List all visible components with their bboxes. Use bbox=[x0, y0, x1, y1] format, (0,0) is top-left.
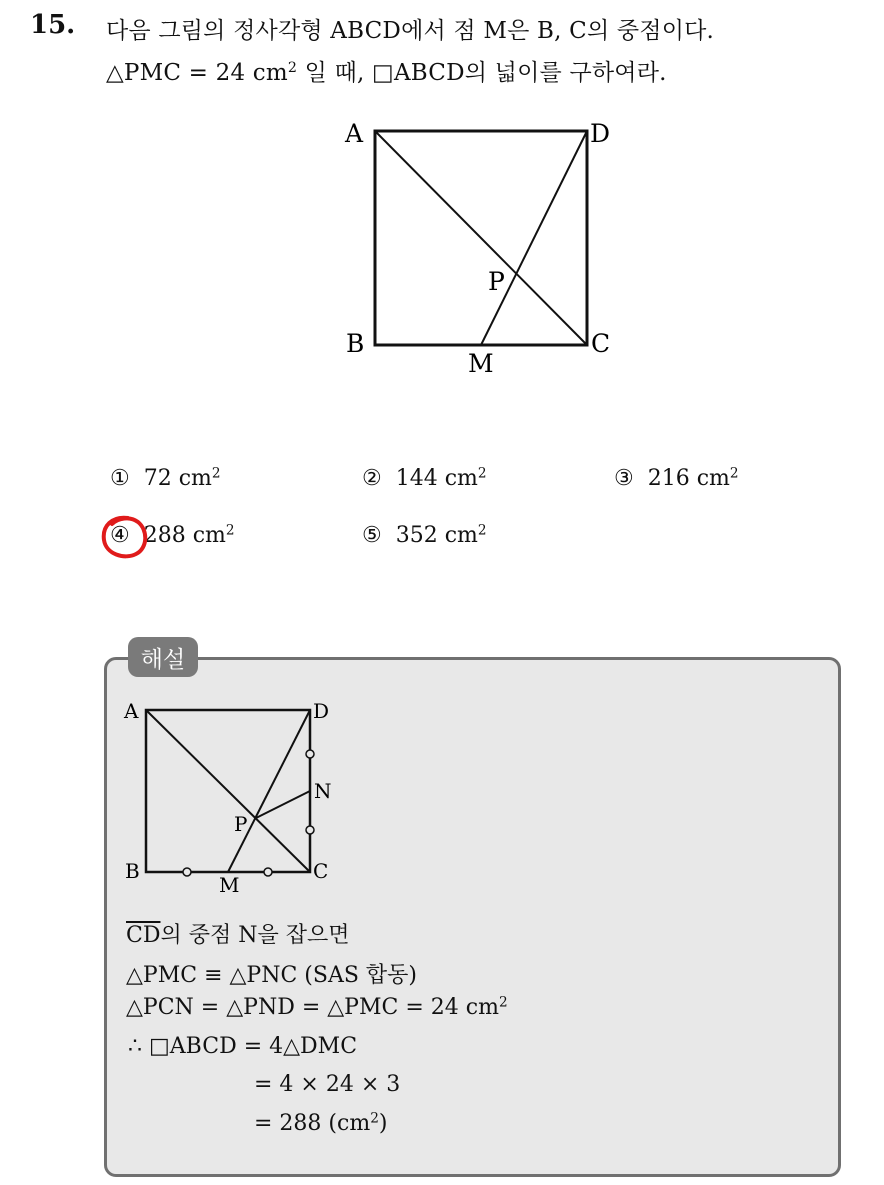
exponent: 2 bbox=[477, 465, 487, 482]
label-a: A bbox=[124, 699, 139, 723]
solution-text: ) bbox=[378, 1111, 388, 1136]
question-text-part: △PMC = 24 cm bbox=[106, 60, 288, 86]
choice-mark: ② bbox=[362, 466, 382, 491]
label-c: C bbox=[591, 329, 611, 358]
question-text-line1: 다음 그림의 정사각형 ABCD에서 점 M은 B, C의 중점이다. bbox=[106, 18, 715, 44]
solution-line-1 bbox=[126, 918, 349, 949]
solution-line-2: △PMC ≡ △PNC (SAS 합동) bbox=[126, 963, 417, 988]
choice-value: 352 cm bbox=[395, 523, 478, 548]
choice-value: 72 cm bbox=[143, 466, 212, 491]
solution-line-3 bbox=[126, 995, 508, 1020]
label-p: P bbox=[234, 812, 248, 836]
segment-cd: $\overline{CD}$ bbox=[126, 923, 161, 948]
answer-circle-icon bbox=[98, 512, 152, 562]
exponent: 2 bbox=[211, 465, 221, 482]
solution-tag: 해설 bbox=[128, 637, 198, 677]
equal-mark-icon bbox=[306, 750, 314, 758]
label-d: D bbox=[590, 119, 611, 148]
question-text-part: 일 때, □ABCD의 넓이를 구하여라. bbox=[297, 60, 667, 86]
label-b: B bbox=[125, 859, 140, 883]
label-d: D bbox=[313, 699, 330, 723]
diagonal-ac bbox=[146, 710, 310, 872]
choice-value: 288 cm bbox=[143, 523, 226, 548]
square-diagram bbox=[340, 112, 640, 382]
choice-mark: ⑤ bbox=[362, 523, 382, 548]
question-number: 15. bbox=[30, 10, 76, 40]
solution-diagram bbox=[118, 696, 348, 896]
segment-dm bbox=[228, 710, 310, 872]
exponent: 2 bbox=[370, 1110, 379, 1127]
equal-mark-icon bbox=[306, 826, 314, 834]
solution-text: = 288 (cm bbox=[254, 1111, 371, 1136]
label-b: B bbox=[346, 329, 365, 358]
choice-value: 216 cm bbox=[647, 466, 730, 491]
label-n: N bbox=[314, 779, 332, 803]
choice-3[interactable] bbox=[614, 466, 739, 491]
choice-value: 144 cm bbox=[395, 466, 478, 491]
solution-line-6 bbox=[254, 1111, 387, 1136]
choice-mark: ③ bbox=[614, 466, 634, 491]
label-c: C bbox=[313, 859, 329, 883]
exponent: 2 bbox=[287, 60, 298, 77]
choice-mark: ① bbox=[110, 466, 130, 491]
solution-line-4: ∴ □ABCD = 4△DMC bbox=[128, 1034, 358, 1059]
choice-2[interactable] bbox=[362, 466, 487, 491]
solution-line-5: = 4 × 24 × 3 bbox=[254, 1072, 401, 1097]
equal-mark-icon bbox=[183, 868, 191, 876]
exponent: 2 bbox=[477, 522, 487, 539]
choice-1[interactable] bbox=[110, 466, 221, 491]
equal-mark-icon bbox=[264, 868, 272, 876]
label-m: M bbox=[219, 873, 240, 896]
solution-text: △PCN = △PND = △PMC = 24 cm bbox=[126, 995, 499, 1020]
solution-text: 의 중점 N을 잡으면 bbox=[160, 923, 350, 948]
exponent: 2 bbox=[225, 522, 235, 539]
label-p: P bbox=[488, 267, 505, 296]
label-a: A bbox=[345, 119, 364, 148]
diagonal-ac bbox=[375, 131, 587, 345]
label-m: M bbox=[468, 349, 494, 378]
question-text-line2 bbox=[106, 54, 667, 87]
choice-mark: ④ bbox=[110, 523, 130, 548]
segment-pn bbox=[256, 791, 310, 818]
choice-5[interactable] bbox=[362, 523, 487, 548]
exponent: 2 bbox=[729, 465, 739, 482]
segment-dm bbox=[481, 131, 587, 345]
exponent: 2 bbox=[498, 994, 508, 1011]
